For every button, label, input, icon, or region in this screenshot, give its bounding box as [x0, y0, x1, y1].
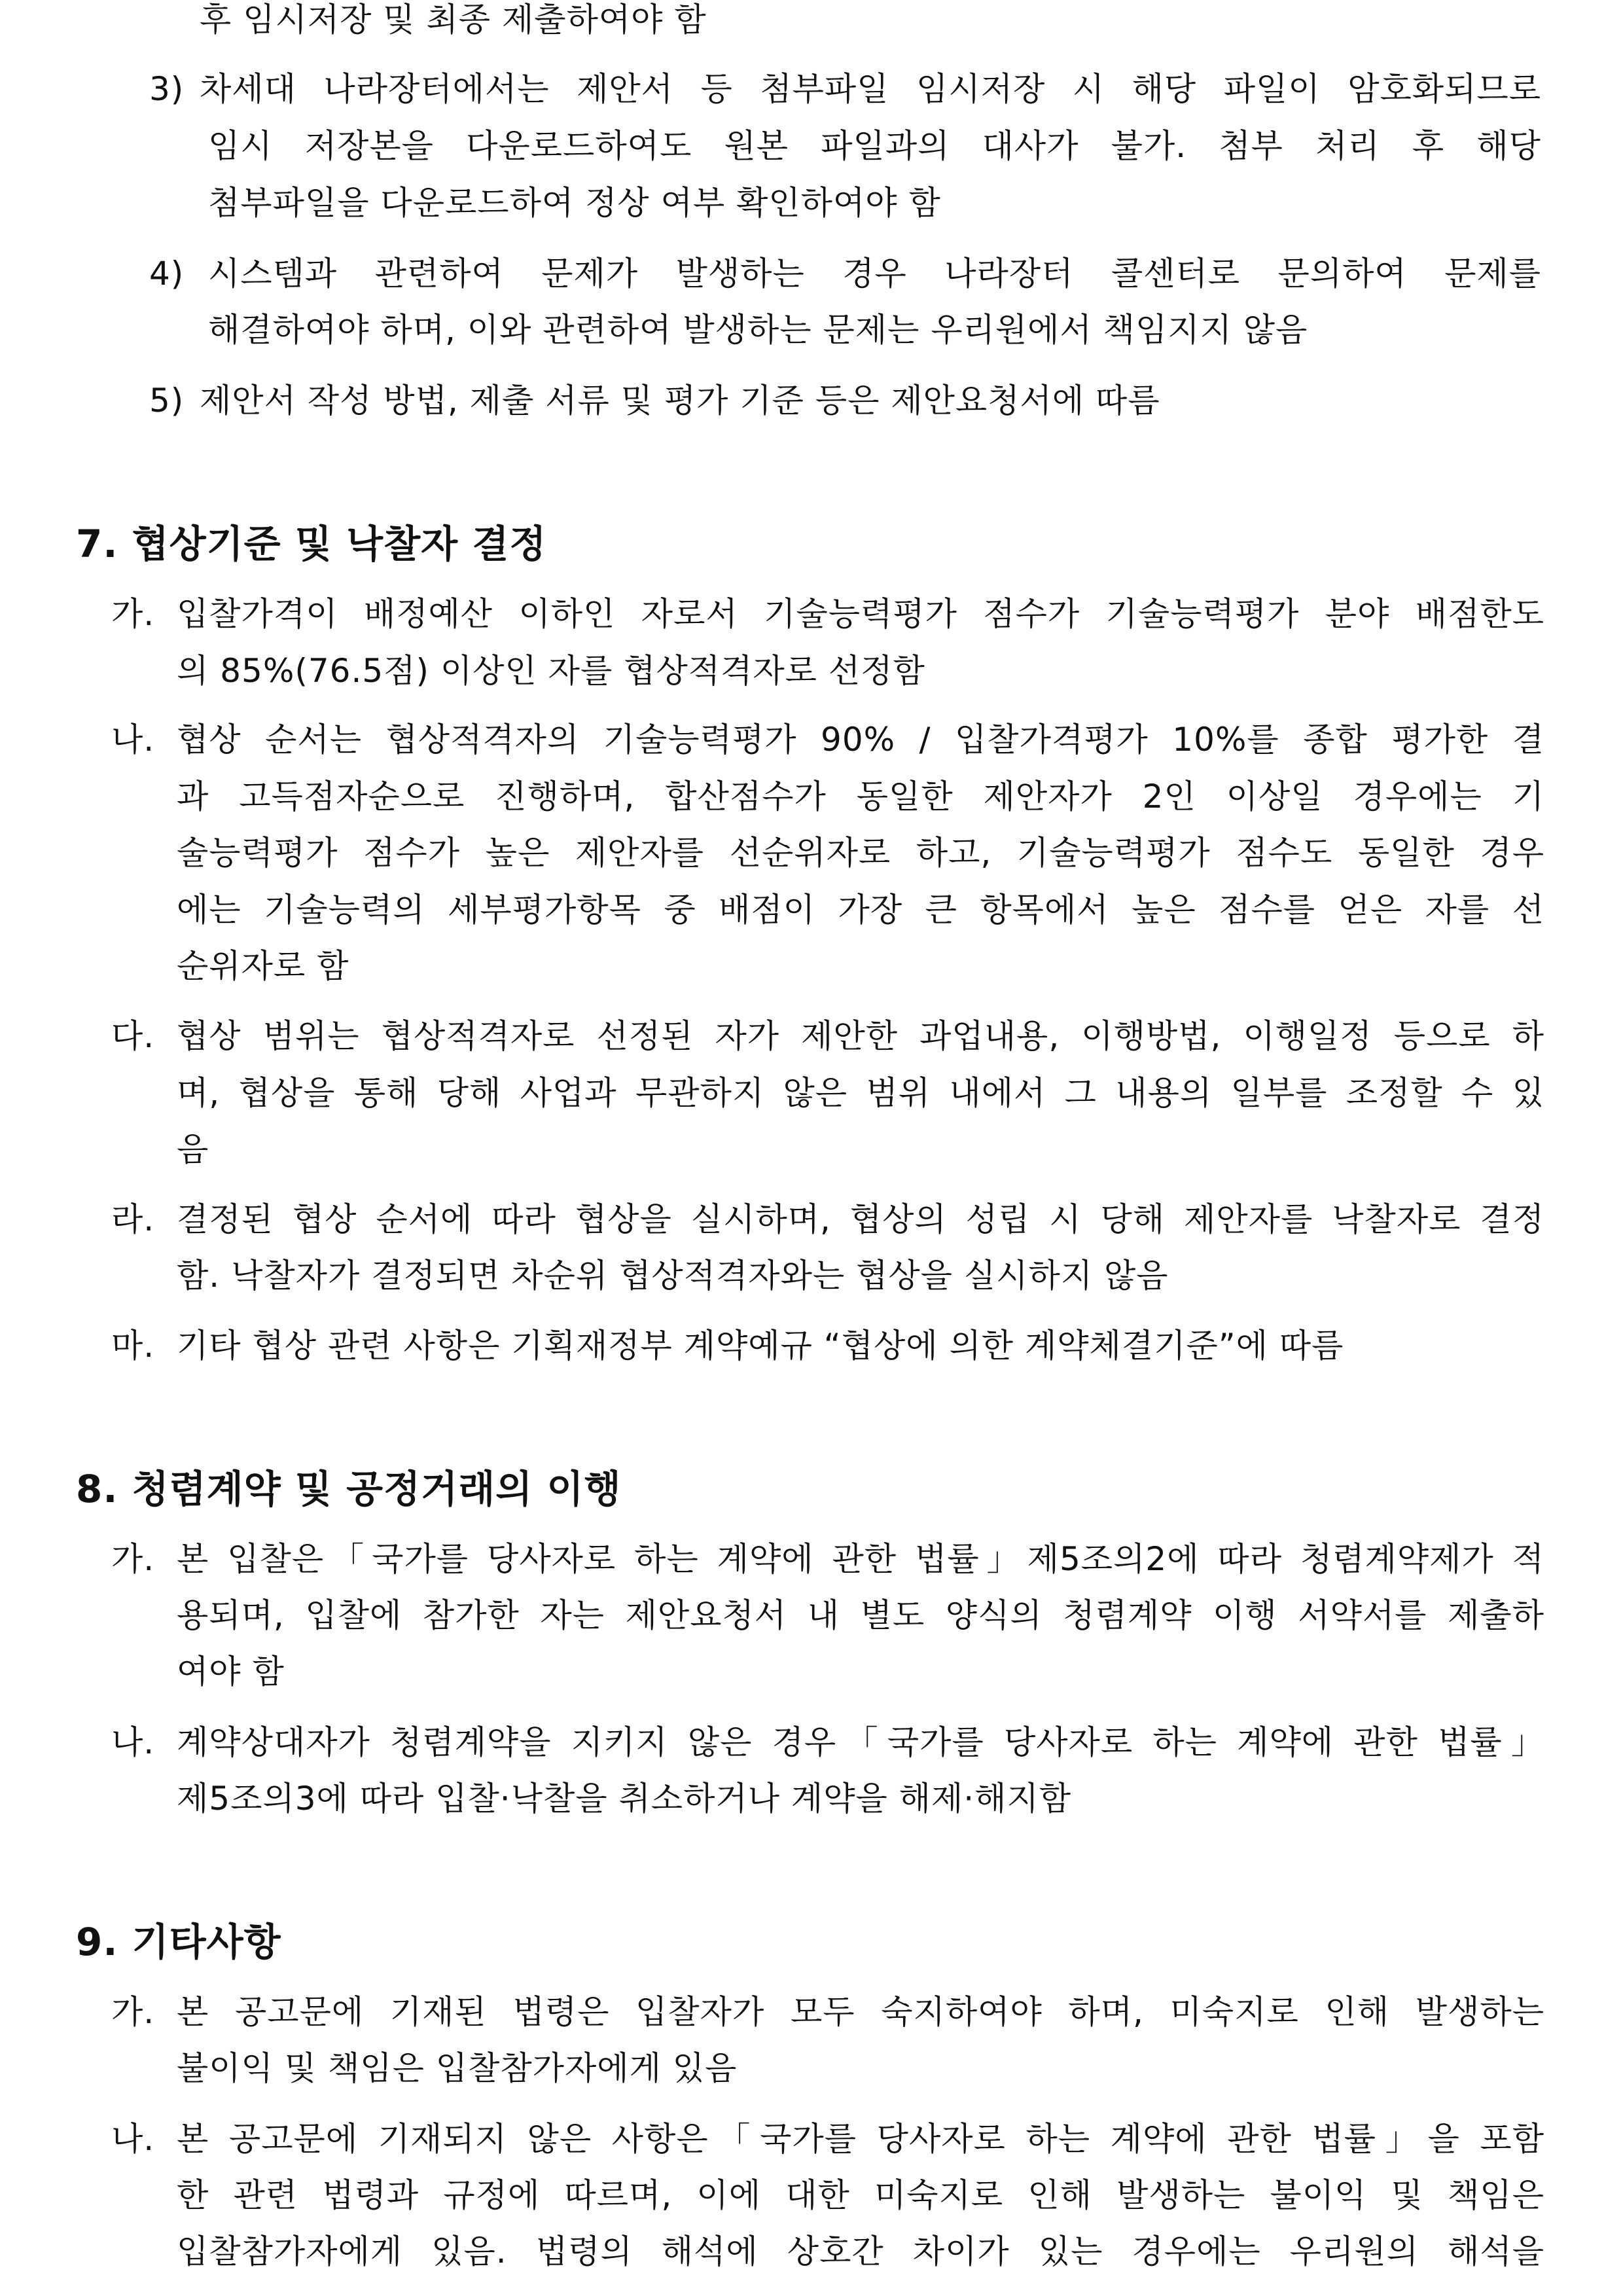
list-item-text: 첨부파일을 다운로드하여 정상 여부 확인하여야 함	[208, 184, 941, 222]
list-marker: 나.	[111, 721, 155, 759]
list-marker: 나.	[111, 1723, 155, 1761]
list-item-text: 순위자로 함	[177, 947, 349, 985]
list-marker: 나.	[111, 2120, 155, 2158]
section-heading: 8. 청렴계약 및 공정거래의 이행	[76, 1467, 622, 1511]
list-marker: 4)	[149, 255, 185, 293]
list-item-text: 임시 저장본을 다운로드하여도 원본 파일과의 대사가 불가. 첨부 처리 후 해당	[208, 127, 1541, 165]
list-marker: 5)	[149, 382, 185, 420]
list-marker: 가.	[111, 1993, 155, 2031]
list-item-text: 음	[177, 1130, 209, 1168]
section-heading: 9. 기타사항	[76, 1920, 281, 1964]
list-item-text: 차세대 나라장터에서는 제안서 등 첨부파일 임시저장 시 해당 파일이 암호화되므로	[200, 70, 1541, 108]
list-item-text: 불이익 및 책임은 입찰참가자에게 있음	[177, 2049, 738, 2087]
list-item-text: 계약상대자가 청렴계약을 지키지 않은 경우「국가를 당사자로 하는 계약에 관한 법률」	[177, 1723, 1544, 1761]
list-item-text: 해결하여야 하며, 이와 관련하여 발생하는 문제는 우리원에서 책임지지 않음	[208, 311, 1308, 349]
list-item-text: 본 공고문에 기재되지 않은 사항은「국가를 당사자로 하는 계약에 관한 법률」을 포함	[177, 2120, 1544, 2158]
list-marker: 마.	[111, 1327, 155, 1365]
continuation-line: 후 임시저장 및 최종 제출하여야 함	[200, 1, 707, 39]
list-item-text: 제안서 작성 방법, 제출 서류 및 평가 기준 등은 제안요청서에 따름	[200, 382, 1160, 420]
list-item-text: 에는 기술능력의 세부평가항목 중 배점이 가장 큰 항목에서 높은 점수를 얻은 자를 선	[177, 891, 1544, 929]
list-marker: 라.	[111, 1200, 155, 1238]
list-item-text: 의 85%(76.5점) 이상인 자를 협상적격자로 선정함	[177, 652, 925, 690]
list-item-text: 한 관련 법령과 규정에 따르며, 이에 대한 미숙지로 인해 발생하는 불이익 및 책임은	[177, 2176, 1544, 2214]
list-item-text: 과 고득점자순으로 진행하며, 합산점수가 동일한 제안자가 2인 이상일 경우에는 기	[177, 778, 1544, 816]
list-marker: 3)	[149, 70, 185, 108]
list-marker: 가.	[111, 1540, 155, 1578]
list-item-text: 협상 범위는 협상적격자로 선정된 자가 제안한 과업내용, 이행방법, 이행일정 등으로 하	[177, 1017, 1544, 1055]
list-marker: 가.	[111, 595, 155, 633]
section-heading: 7. 협상기준 및 낙찰자 결정	[76, 522, 547, 566]
list-item-text: 기타 협상 관련 사항은 기획재정부 계약예규 “협상에 의한 계약체결기준”에 따름	[177, 1327, 1344, 1365]
list-item-text: 제5조의3에 따라 입찰·낙찰을 취소하거나 계약을 해제·해지함	[177, 1780, 1072, 1818]
list-item-text: 입찰가격이 배정예산 이하인 자로서 기술능력평가 점수가 기술능력평가 분야 배점한도	[177, 595, 1544, 633]
list-item-text: 협상 순서는 협상적격자의 기술능력평가 90% / 입찰가격평가 10%를 종합 평가한 결	[177, 721, 1544, 759]
list-item-text: 여야 함	[177, 1653, 285, 1691]
list-item-text: 함. 낙찰자가 결정되면 차순위 협상적격자와는 협상을 실시하지 않음	[177, 1257, 1169, 1295]
list-item-text: 본 입찰은「국가를 당사자로 하는 계약에 관한 법률」제5조의2에 따라 청렴계약제가 적	[177, 1540, 1544, 1578]
list-item-text: 본 공고문에 기재된 법령은 입찰자가 모두 숙지하여야 하며, 미숙지로 인해 발생하는	[177, 1993, 1544, 2031]
list-item-text: 결정된 협상 순서에 따라 협상을 실시하며, 협상의 성립 시 당해 제안자를 낙찰자로 결정	[177, 1200, 1544, 1238]
list-item-text: 용되며, 입찰에 참가한 자는 제안요청서 내 별도 양식의 청렴계약 이행 서약서를 제출하	[177, 1596, 1544, 1634]
list-item-text: 시스템과 관련하여 문제가 발생하는 경우 나라장터 콜센터로 문의하여 문제를	[208, 255, 1541, 293]
list-marker: 다.	[111, 1017, 155, 1055]
list-item-text: 며, 협상을 통해 당해 사업과 무관하지 않은 범위 내에서 그 내용의 일부를 조정할 수 있	[177, 1074, 1544, 1112]
list-item-text: 입찰참가자에게 있음. 법령의 해석에 상호간 차이가 있는 경우에는 우리원의 해석을	[177, 2233, 1544, 2270]
list-item-text: 술능력평가 점수가 높은 제안자를 선순위자로 하고, 기술능력평가 점수도 동일한 경우	[177, 834, 1544, 872]
